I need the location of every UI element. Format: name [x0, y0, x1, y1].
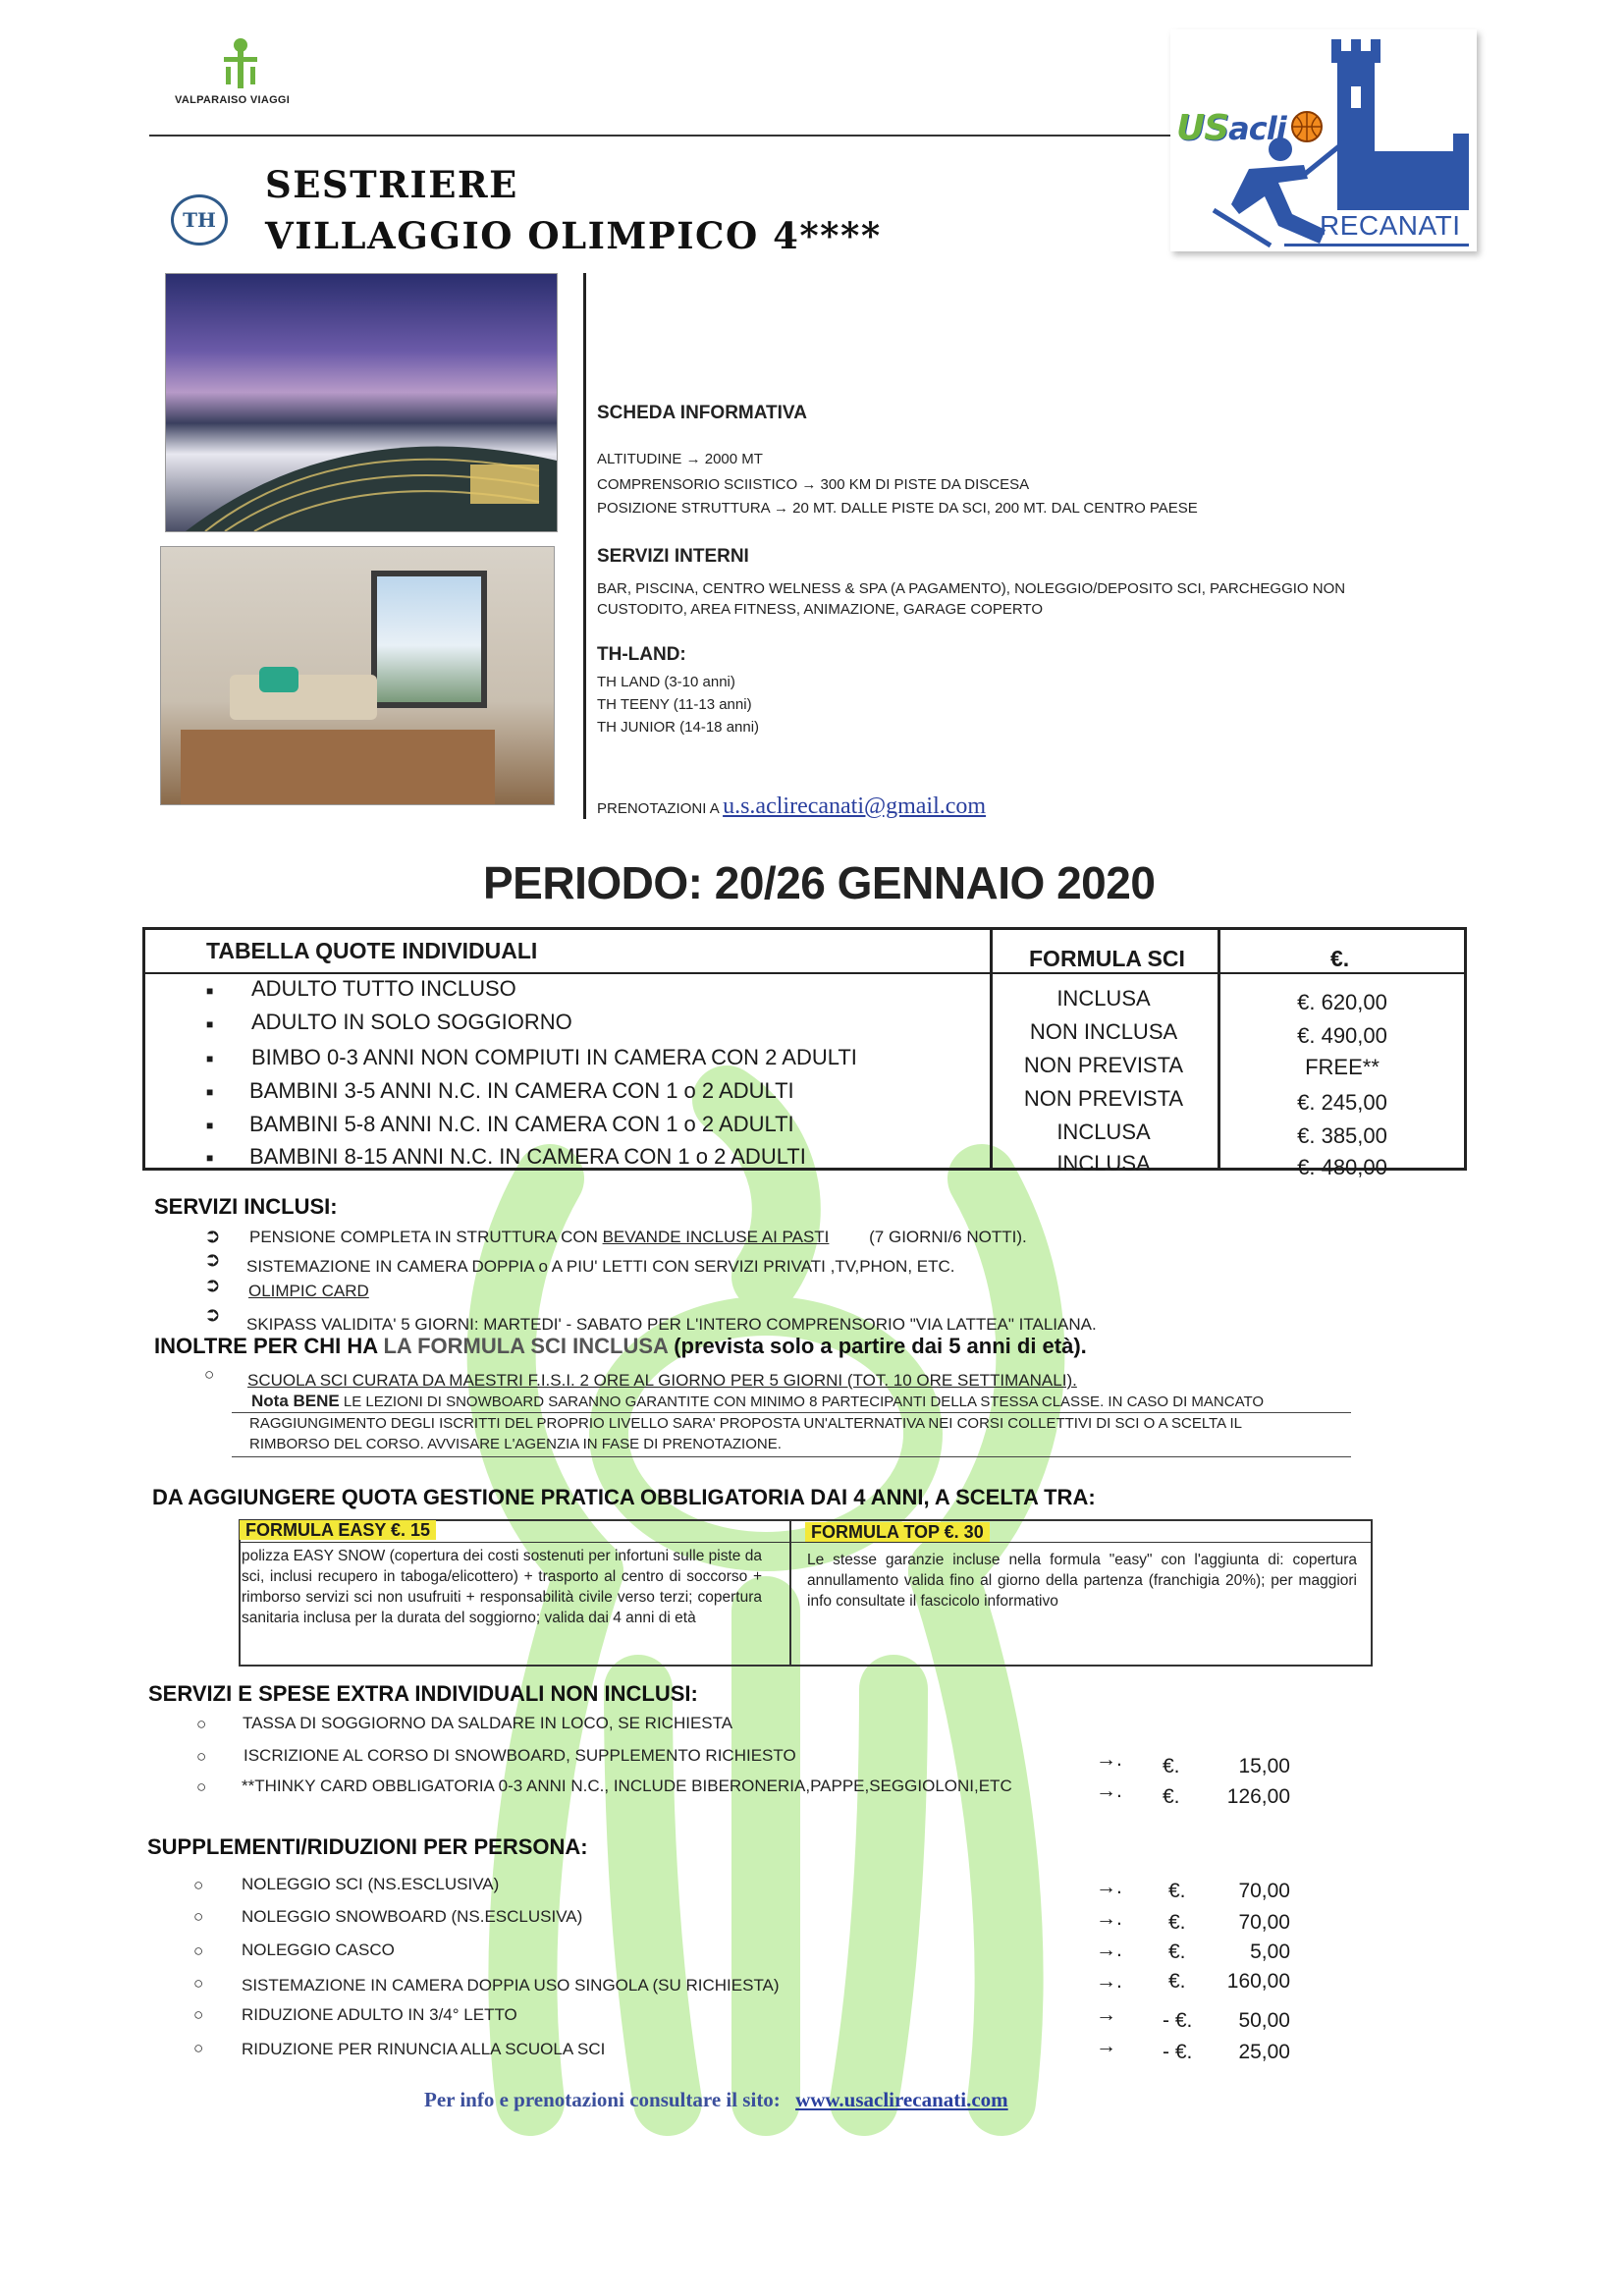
services-line-1: BAR, PISCINA, CENTRO WELNESS & SPA (A PAGAMENTO), NOLEGGIO/DEPOSITO SCI, PARCHEGGIO NON	[597, 580, 1346, 597]
circle-bullet-icon: ○	[193, 1974, 204, 1993]
circle-bullet-icon: ○	[193, 1876, 204, 1894]
price-row-price: €. 480,00	[1297, 1155, 1387, 1179]
bullet-icon: ■	[206, 1052, 214, 1066]
supplement-item-currency: - €.	[1163, 2041, 1193, 2063]
price-table-header-price: €.	[1330, 946, 1350, 971]
room-table	[181, 730, 495, 804]
extras-item-arrow: →.	[1096, 1748, 1122, 1771]
supplement-item-price: 25,00	[1238, 2041, 1290, 2063]
brand-us-acli	[1176, 108, 1286, 148]
formula-box-divider	[789, 1519, 791, 1667]
easy-label	[240, 1520, 436, 1541]
ski-note-line-1	[232, 1391, 1351, 1413]
extras-item-desc: ISCRIZIONE AL CORSO DI SNOWBOARD, SUPPLEMENTO RICHIESTO	[244, 1746, 796, 1765]
supplement-item-price: 50,00	[1238, 2009, 1290, 2032]
brand-city: RECANATI	[1320, 210, 1461, 241]
title-location: SESTRIERE	[265, 163, 518, 206]
agency-name: VALPARAISO VIAGGI	[175, 94, 291, 106]
circle-bullet-icon: ○	[193, 1907, 204, 1926]
room-sofa	[230, 675, 377, 720]
price-row-desc: ADULTO IN SOLO SOGGIORNO	[251, 1010, 572, 1034]
valparaiso-logo-icon	[214, 35, 267, 92]
ski-school-item: SCUOLA SCI CURATA DA MAESTRI F.I.S.I. 2 ORE AL GIORNO PER 5 GIORNI (TOT. 10 ORE SETTIMANALI).	[247, 1371, 1077, 1390]
supplements-heading: SUPPLEMENTI/RIDUZIONI PER PERSONA:	[147, 1834, 588, 1859]
price-table-header-rule	[142, 972, 1467, 974]
supplement-item-desc: NOLEGGIO SCI (NS.ESCLUSIVA)	[242, 1875, 500, 1893]
supplement-item-arrow: →.	[1096, 1970, 1122, 1993]
supplement-item-desc: NOLEGGIO CASCO	[242, 1941, 395, 1959]
services-heading: SERVIZI INTERNI	[597, 546, 749, 567]
info-fact-position: POSIZIONE STRUTTURA → 20 MT. DALLE PISTE DA SCI, 200 MT. DAL CENTRO PAESE	[597, 500, 1198, 517]
easy-desc: polizza EASY SNOW (copertura dei costi sostenuti per infortuni sulle piste da sci, inclusi recupero in taboga/elicottero) + trasporto al centro di soccorso + rimborso servizi sci non usufruiti + responsabilità civile verso terzi; copertura sanitaria inclusa per la durata del soggiorno; valida dai 4 anni di età	[242, 1548, 762, 1626]
round-arrow-icon: ➲	[204, 1275, 221, 1296]
ski-note-text-1: LE LEZIONI DI SNOWBOARD SARANNO GARANTITE CON MINIMO 8 PARTECIPANTI DELLA STESSA CLASSE. IN CASO DI MANCATO	[339, 1394, 1265, 1410]
supplement-item-arrow: →.	[1096, 1876, 1122, 1898]
circle-bullet-icon: ○	[193, 1941, 204, 1960]
circle-bullet-icon: ○	[204, 1365, 215, 1384]
extras-item-price: 126,00	[1226, 1785, 1290, 1808]
extras-item-currency: €.	[1163, 1785, 1180, 1808]
footer-link[interactable]: www.usaclirecanati.com	[795, 2088, 1008, 2111]
price-row-desc: BIMBO 0-3 ANNI NON COMPIUTI IN CAMERA CON 2 ADULTI	[251, 1045, 857, 1069]
extras-item-currency: €.	[1163, 1755, 1180, 1777]
price-row-formula: INCLUSA	[1056, 1151, 1151, 1175]
supplement-item-price: 5,00	[1250, 1941, 1290, 1963]
booking-email-link[interactable]: u.s.aclirecanati@gmail.com	[723, 793, 987, 819]
title-hotel: VILLAGGIO OLIMPICO 4****	[265, 214, 882, 257]
included-item-card: OLIMPIC CARD	[248, 1282, 369, 1300]
included-item-board-c: (7 GIORNI/6 NOTTI).	[869, 1228, 1027, 1246]
circle-bullet-icon: ○	[196, 1715, 207, 1733]
period-title: PERIODO: 20/26 GENNAIO 2020	[483, 857, 1156, 908]
services-line-2: CUSTODITO, AREA FITNESS, ANIMAZIONE, GARAGE COPERTO	[597, 601, 1043, 618]
supplement-item-currency: €.	[1168, 1941, 1186, 1963]
brand-city-underline	[1284, 244, 1469, 246]
room-window	[371, 571, 487, 708]
top-desc: Le stesse garanzie incluse nella formula "easy" con l'aggiunta di: copertura annullamento valida fino al giorno della partenza (franchigia 20%); per maggiori info consultate il fascicolo informativo	[807, 1552, 1357, 1610]
bullet-icon: ■	[206, 1151, 214, 1165]
ski-formula-heading	[154, 1334, 1087, 1359]
hotel-exterior-photo	[165, 273, 558, 532]
thland-item: TH JUNIOR (14-18 anni)	[597, 719, 760, 736]
supplement-item-currency: €.	[1168, 1911, 1186, 1934]
ski-note-line-3: RIMBORSO DEL CORSO. AVVISARE L'AGENZIA IN FASE DI PRENOTAZIONE.	[249, 1436, 782, 1452]
round-arrow-icon: ➲	[204, 1226, 221, 1247]
supplement-item-price: 70,00	[1238, 1911, 1290, 1934]
price-row-formula: INCLUSA	[1056, 1120, 1151, 1144]
included-item-room: SISTEMAZIONE IN CAMERA DOPPIA o A PIU' LETTI CON SERVIZI PRIVATI ,TV,PHON, ETC.	[246, 1257, 955, 1276]
round-arrow-icon: ➲	[204, 1304, 221, 1326]
price-row-desc: ADULTO TUTTO INCLUSO	[251, 976, 516, 1001]
ski-formula-heading-a: INOLTRE PER CHI HA	[154, 1334, 384, 1358]
brand-acli: acli	[1228, 110, 1286, 147]
bullet-icon: ■	[206, 984, 214, 998]
supplement-item-currency: €.	[1168, 1880, 1186, 1902]
included-item-skipass: SKIPASS VALIDITA' 5 GIORNI: MARTEDI' - SABATO PER L'INTERO COMPRENSORIO "VIA LATTEA" ITALIANA.	[246, 1315, 1097, 1334]
extras-item-arrow: →.	[1096, 1779, 1122, 1802]
top-label	[805, 1522, 990, 1543]
easy-label-text: FORMULA EASY €. 15	[240, 1520, 436, 1540]
supplement-item-arrow: →	[1096, 2035, 1116, 2057]
extras-heading: SERVIZI E SPESE EXTRA INDIVIDUALI NON INCLUSI:	[148, 1681, 698, 1706]
price-row-desc: BAMBINI 3-5 ANNI N.C. IN CAMERA CON 1 o 2 ADULTI	[249, 1078, 794, 1103]
mandatory-heading: DA AGGIUNGERE QUOTA GESTIONE PRATICA OBBLIGATORIA DAI 4 ANNI, A SCELTA TRA:	[152, 1485, 1096, 1509]
supplement-item-arrow: →.	[1096, 1907, 1122, 1930]
price-row-price: €. 245,00	[1297, 1090, 1387, 1115]
thland-heading: TH-LAND:	[597, 644, 686, 665]
circle-bullet-icon: ○	[196, 1747, 207, 1766]
usacli-logo	[1170, 29, 1477, 251]
footer-info	[424, 2088, 1008, 2112]
supplement-item-currency: €.	[1168, 1970, 1186, 1993]
supplement-item-price: 70,00	[1238, 1880, 1290, 1902]
info-fact-ski-area: COMPRENSORIO SCIISTICO → 300 KM DI PISTE DA DISCESA	[597, 476, 1030, 493]
ski-note-underline	[232, 1456, 1351, 1457]
hotel-room-photo	[160, 546, 555, 805]
included-item-board	[249, 1228, 1027, 1247]
bullet-icon: ■	[206, 1119, 214, 1132]
thland-item: TH TEENY (11-13 anni)	[597, 696, 752, 713]
included-item-board-b: BEVANDE INCLUSE AI PASTI	[602, 1228, 830, 1246]
supplement-item-currency: - €.	[1163, 2009, 1193, 2032]
ski-formula-heading-b: LA FORMULA SCI INCLUSA	[383, 1334, 669, 1358]
circle-bullet-icon: ○	[193, 2039, 204, 2057]
price-row-price: FREE**	[1305, 1055, 1380, 1079]
price-row-desc: BAMBINI 8-15 ANNI N.C. IN CAMERA CON 1 o 2 ADULTI	[249, 1144, 806, 1169]
ski-note-label: Nota BENE	[251, 1392, 340, 1410]
ski-note	[232, 1391, 1351, 1457]
booking-label: PRENOTAZIONI A	[597, 800, 719, 817]
extras-item-desc: TASSA DI SOGGIORNO DA SALDARE IN LOCO, SE RICHIESTA	[243, 1714, 733, 1732]
th-hotel-badge: TH	[171, 194, 228, 246]
price-table-header-desc: TABELLA QUOTE INDIVIDUALI	[206, 938, 538, 963]
info-heading: SCHEDA INFORMATIVA	[597, 403, 807, 423]
price-row-formula: NON INCLUSA	[1029, 1019, 1178, 1044]
price-row-formula: INCLUSA	[1056, 986, 1151, 1011]
included-item-board-a: PENSIONE COMPLETA IN STRUTTURA CON	[249, 1228, 603, 1246]
round-arrow-icon: ➲	[204, 1249, 221, 1271]
top-label-text: FORMULA TOP €. 30	[805, 1522, 990, 1542]
info-fact-altitude: ALTITUDINE → 2000 MT	[597, 451, 763, 467]
price-row-desc: BAMBINI 5-8 ANNI N.C. IN CAMERA CON 1 o 2 ADULTI	[249, 1112, 794, 1136]
price-row-price: €. 620,00	[1297, 990, 1387, 1014]
price-table-header-formula: FORMULA SCI	[1029, 946, 1185, 971]
header-rule	[149, 135, 1170, 137]
basketball-icon	[1290, 110, 1324, 143]
dome-graphic	[166, 392, 557, 531]
supplement-item-desc: RIDUZIONE ADULTO IN 3/4° LETTO	[242, 2005, 517, 2024]
extras-item-price: 15,00	[1238, 1755, 1290, 1777]
supplement-item-price: 160,00	[1226, 1970, 1290, 1993]
bullet-icon: ■	[206, 1085, 214, 1099]
circle-bullet-icon: ○	[196, 1777, 207, 1796]
supplement-item-arrow: →.	[1096, 1939, 1122, 1961]
footer-text: Per info e prenotazioni consultare il sito:	[424, 2088, 781, 2111]
booking-line	[597, 793, 986, 820]
vertical-divider	[583, 273, 586, 819]
ski-formula-heading-c: (prevista solo a partire dai 5 anni di età).	[668, 1334, 1087, 1358]
room-cushion	[259, 667, 298, 692]
thland-item: TH LAND (3-10 anni)	[597, 674, 735, 690]
supplement-item-arrow: →	[1096, 2003, 1116, 2026]
bullet-icon: ■	[206, 1017, 214, 1031]
ski-note-line-2: RAGGIUNGIMENTO DEGLI ISCRITTI DEL PROPRIO LIVELLO SARA' PROPOSTA UN'ALTERNATIVA NEI CORSI COLLETTIVI DI SCI O A SCELTA IL	[249, 1415, 1242, 1432]
price-row-formula: NON PREVISTA	[1023, 1086, 1184, 1111]
supplement-item-desc: NOLEGGIO SNOWBOARD (NS.ESCLUSIVA)	[242, 1907, 583, 1926]
brand-us: US	[1176, 108, 1229, 148]
supplement-item-desc: SISTEMAZIONE IN CAMERA DOPPIA USO SINGOLA (SU RICHIESTA)	[242, 1976, 780, 1995]
extras-item-desc: **THINKY CARD OBBLIGATORIA 0-3 ANNI N.C., INCLUDE BIBERONERIA,PAPPE,SEGGIOLONI,ETC	[242, 1777, 1012, 1795]
included-heading: SERVIZI INCLUSI:	[154, 1194, 338, 1219]
circle-bullet-icon: ○	[193, 2005, 204, 2024]
price-row-formula: NON PREVISTA	[1023, 1053, 1184, 1077]
price-row-price: €. 385,00	[1297, 1123, 1387, 1148]
supplement-item-desc: RIDUZIONE PER RINUNCIA ALLA SCUOLA SCI	[242, 2040, 606, 2058]
price-row-price: €. 490,00	[1297, 1023, 1387, 1048]
